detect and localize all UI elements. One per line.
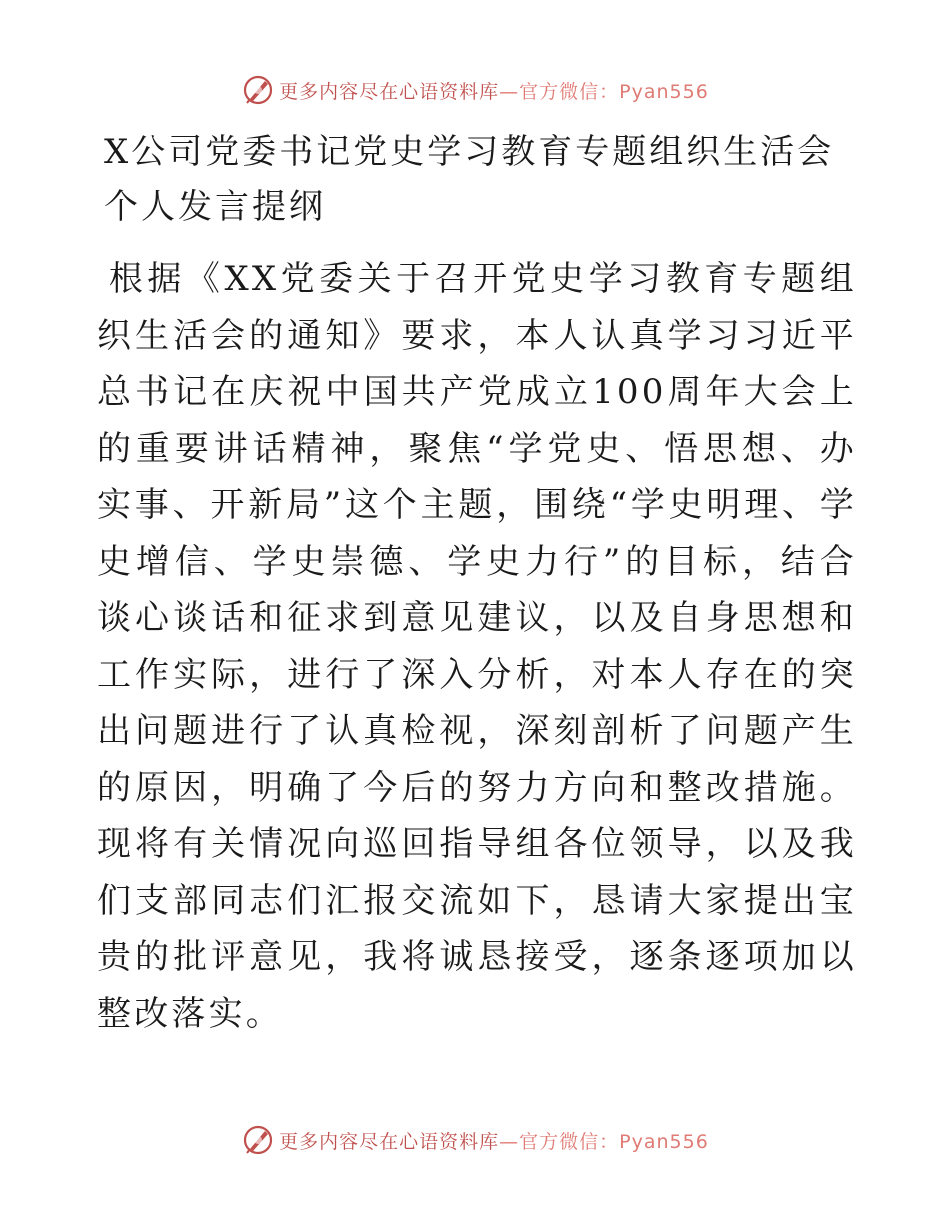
watermark-wechat-text: —官方微信：Pyan556: [499, 80, 709, 103]
watermark-site-text: 更多内容尽在心语资料库: [279, 80, 500, 103]
quill-pen-icon: [241, 1123, 275, 1157]
watermark-wechat-text: —官方微信：Pyan556: [499, 1130, 709, 1153]
quill-pen-icon: [241, 73, 275, 107]
document-title: X公司党委书记党史学习教育专题组织生活会个人发言提纲: [104, 132, 835, 227]
footer-watermark: [0, 1120, 950, 1160]
header-watermark: [0, 70, 950, 110]
document-paragraph: 根据《XX党委关于召开党史学习教育专题组织生活会的通知》要求，本人认真学习习近平总书记在庆祝中国共产党成立100周年大会上的重要讲话精神，聚焦“学党史、悟思想、办实事、开新局”这个主题，围绕“学史明理、学史增信、学史崇德、学史力行”的目标，结合谈心谈话和征求到意见建议，以及自身思想和工作实际，进行了深入分析，对本人存在的突出问题进行了认真检视，深刻剖析了问题产生的原因，明确了今后的努力方向和整改措施。现将有关情况向巡回指导组各位领导，以及我们支部同志们汇报交流如下，恳请大家提出宝贵的批评意见，我将诚恳接受，逐条逐项加以整改落实。: [97, 259, 857, 1034]
watermark-site-text: 更多内容尽在心语资料库: [279, 1130, 500, 1153]
